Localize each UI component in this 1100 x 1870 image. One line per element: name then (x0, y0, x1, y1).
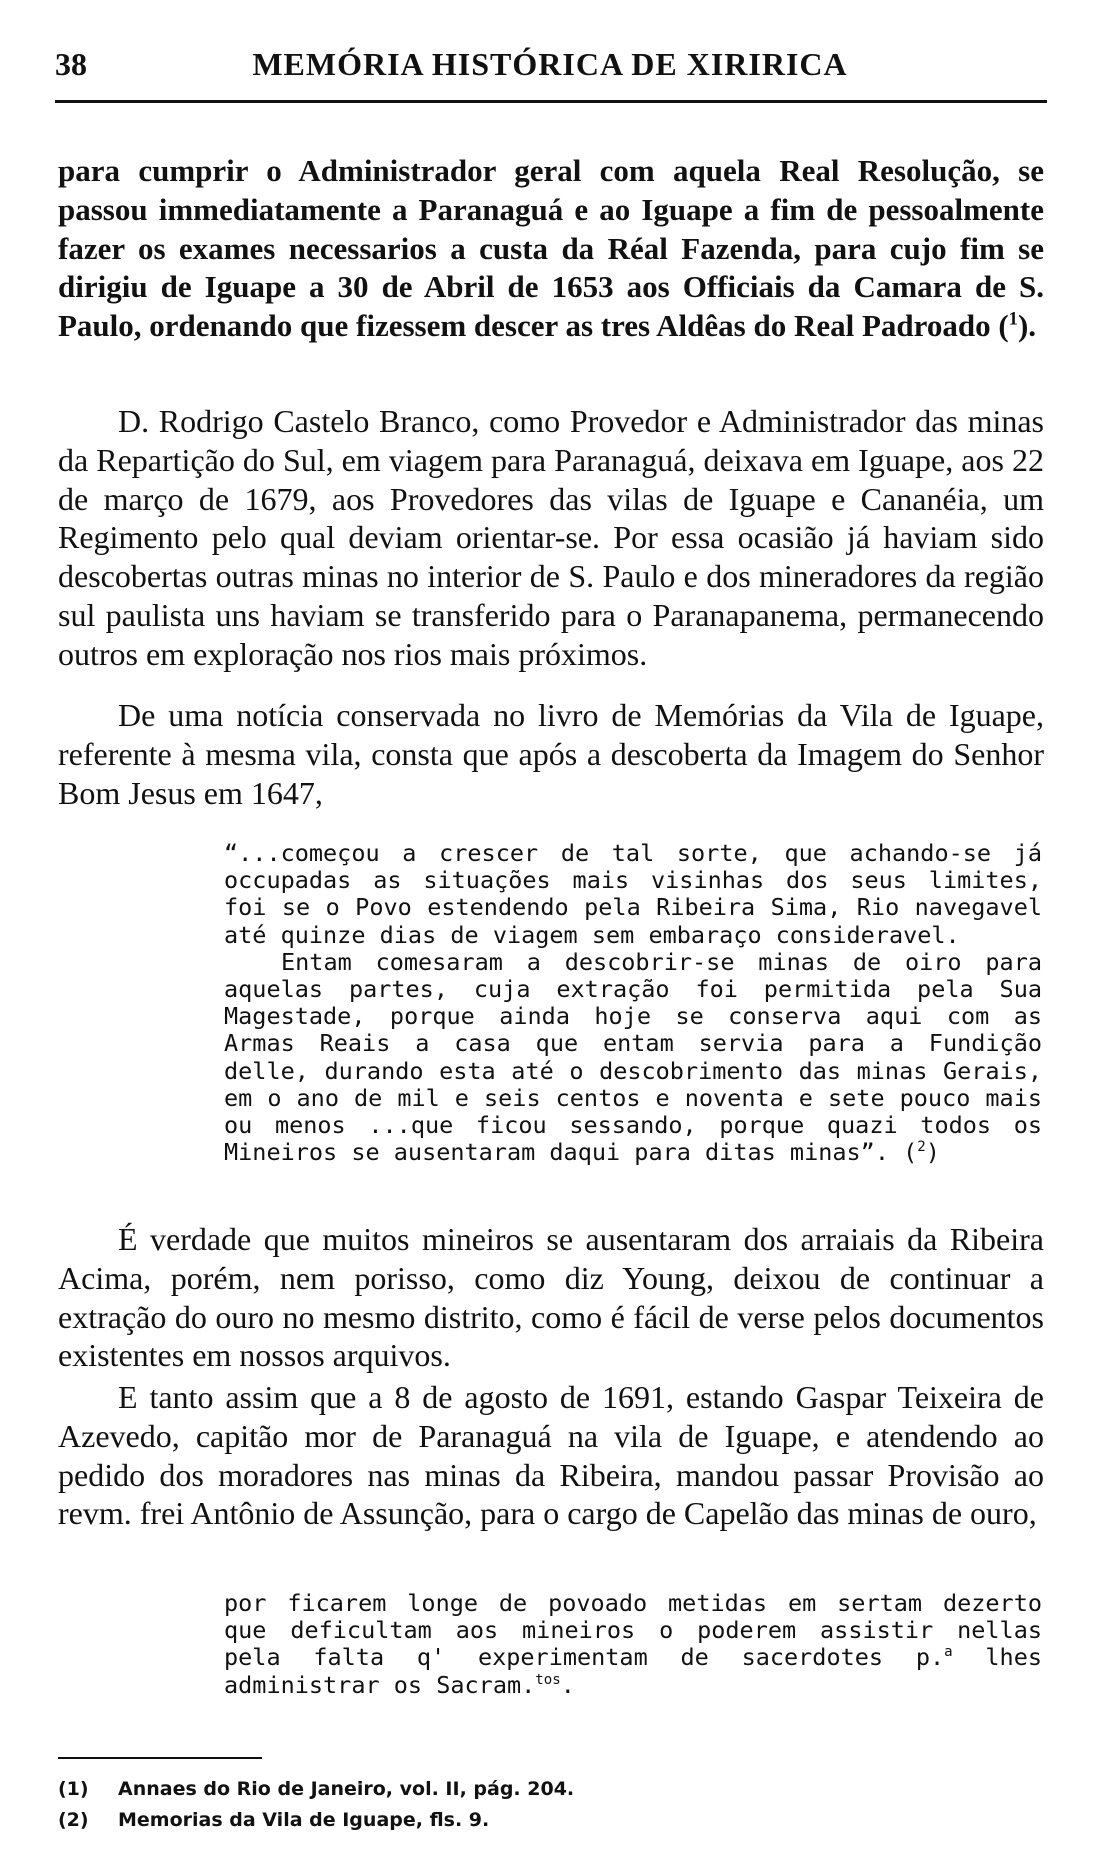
footnote-rule (58, 1757, 262, 1759)
header-rule (55, 100, 1047, 103)
block-quote-2 (224, 1590, 1042, 1699)
block-quote-2-text: por ficarem longe de povoado metidas em sertam dezerto que deficultam aos mineiros o poderem assistir nellas pela falta q' experimentam de sacerdotes p. (224, 1589, 1042, 1672)
footnote-1-text: Annaes do Rio de Janeiro, vol. II, pág. 204. (118, 1778, 575, 1800)
block-quote-2-sup-a: a (944, 1644, 953, 1661)
footnote-ref-1: 1 (1008, 308, 1018, 330)
paragraph-2: D. Rodrigo Castelo Branco, como Provedor e Administrador das minas da Repartição do Sul, em viagem para Paranaguá, deixava em Iguape, aos 22 de março de 1679, aos Provedores das vilas de Iguape e Cananéia, um Regimento pelo qual deviam orientar-se. Por essa ocasião já haviam sido descobertas outras minas no interior de S. Paulo e dos mineradores da região sul paulista uns haviam se transferido para o Paranapanema, permanecendo outros em exploração nos rios mais próximos. (58, 403, 1044, 672)
block-quote-2-sup-b: tos (535, 1671, 561, 1688)
footnote-ref-2: 2 (917, 1139, 926, 1156)
paragraph-4: É verdade que muitos mineiros se ausentaram dos arraiais da Ribeira Acima, porém, nem porisso, como diz Young, deixou de continuar a extração do ouro no mesmo distrito, como é fácil de verse pelos documentos existentes em nossos arquivos. (58, 1221, 1044, 1374)
paragraph-1-text: para cumprir o Administrador geral com aquela Real Resolução, se passou immediatamente a Paranaguá e ao Iguape a fim de pessoalmente fazer os exames necessarios a custa da Réal Fazenda, para cujo fim se dirigiu de Iguape a 30 de Abril de 1653 aos Officiais da Camara de S. Paulo, ordenando que fizessem descer as tres Aldêas do Real Padroado ( (58, 153, 1044, 344)
footnote-2-number: (2) (58, 1809, 89, 1831)
block-quote-1-para-2-end: ) (925, 1138, 940, 1167)
block-quote-1-para-2-text: Entam comesaram a descobrir-se minas de oiro para aquelas partes, cuja extração foi permitida pela Sua Magestade, porque ainda hoje se conserva aqui com as Armas Reais a casa que entam servia para a Fundição delle, durando esta até o descobrimento das minas Gerais, em o ano de mil e seis centos e noventa e sete pouco mais ou menos ...que ficou sessando, porque quazi todos os Mineiros se ausentaram daqui para ditas minas”. ( (224, 947, 1042, 1167)
block-quote-2-mid: lhes administrar os Sacram. (224, 1643, 1042, 1699)
footnote-2-text: Memorias da Vila de Iguape, fls. 9. (118, 1809, 490, 1831)
paragraph-1 (58, 152, 1044, 346)
paragraph-3: De uma notícia conservada no livro de Memórias da Vila de Iguape, referente à mesma vila, consta que após a descoberta da Imagem do Senhor Bom Jesus em 1647, (58, 697, 1044, 811)
block-quote-1 (224, 840, 1042, 1166)
block-quote-1-para-2 (224, 949, 1042, 1167)
footnote-2 (58, 1809, 1044, 1840)
block-quote-1-para-1: “...começou a crescer de tal sorte, que achando-se já occupadas as situações mais visinhas dos seus limites, foi se o Povo estendendo pela Ribeira Sima, Rio navegavel até quinze dias de viagem sem embaraço consideravel. (224, 839, 1042, 949)
paragraph-1-end: ). (1017, 308, 1037, 344)
block-quote-2-end: . (560, 1670, 575, 1699)
running-title: MEMÓRIA HISTÓRICA DE XIRIRICA (252, 46, 848, 82)
footnotes (58, 1778, 1044, 1840)
footnote-1 (58, 1778, 1044, 1809)
page-header (55, 38, 1045, 88)
paragraph-5: E tanto assim que a 8 de agosto de 1691, estando Gaspar Teixeira de Azevedo, capitão mor de Paranaguá na vila de Iguape, e atendendo ao pedido dos moradores nas minas da Ribeira, mandou passar Provisão ao revm. frei Antônio de Assunção, para o cargo de Capelão das minas de ouro, (58, 1379, 1044, 1532)
footnote-1-number: (1) (58, 1778, 89, 1800)
page-number: 38 (55, 46, 87, 82)
